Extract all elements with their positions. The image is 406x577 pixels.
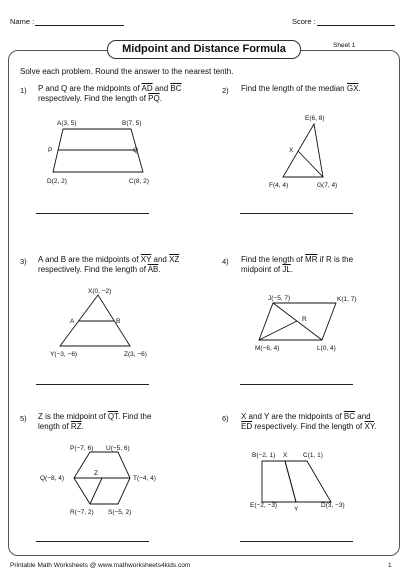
label-x: X [283,452,288,459]
label-a: A(3, 5) [57,120,77,127]
text-run: Find the length of [241,255,306,264]
text-run: A and B are the midpoints of [38,255,141,264]
label-x: X [289,147,294,154]
sheet-label: Sheet 1 [333,42,356,49]
problem-6-answer-line[interactable] [240,541,353,542]
problem-3-line-2 [38,265,179,275]
problem-6-number: 6) [222,414,229,423]
segment-notation: $\overline{GX}$ [346,84,359,93]
worksheet-title: Midpoint and Distance Formula [107,40,301,59]
segment-rz [90,478,102,504]
problem-5-answer-line[interactable] [36,541,149,542]
text-run: . Find the [118,412,152,421]
problem-2-figure [255,112,355,196]
problem-5-number: 5) [20,414,27,423]
text-run: . [358,84,361,93]
text-run: . [374,422,377,431]
problem-5-line-1 [38,412,151,422]
segment-notation: $\overline{PQ}$ [148,94,160,103]
text-run: Z is the midpoint of [38,412,108,421]
label-p: P(−7, 6) [70,445,94,452]
label-d: D(2, 2) [47,178,67,185]
text-run: respectively. Find the length of [252,422,365,431]
text-run: if R is the [317,255,354,264]
text-run: P and Q are the midpoints of [38,84,142,93]
name-field-line[interactable] [35,25,124,26]
problem-6-line-1 [241,412,376,422]
problem-4-figure [250,282,370,366]
label-l: L(0, 4) [317,345,336,352]
segment-notation: $\overline{BC}$ [343,412,356,421]
label-q: Q(−8, 4) [40,475,65,482]
segment-notation: $\overline{JL}$ [282,265,291,274]
problem-4-answer-line[interactable] [240,384,353,385]
label-p: P [48,147,53,154]
label-r: R [302,316,307,323]
segment-notation: $\overline{BC}$ [170,84,182,93]
problem-4-number: 4) [222,257,229,266]
score-label: Score : [292,17,316,26]
label-g: G(7, 4) [317,182,338,189]
label-u: U(−5, 6) [106,445,130,452]
label-r: R(−7, 2) [70,509,94,516]
text-run: and [355,412,371,421]
label-z: Z(3, −6) [124,351,147,358]
problem-4-text [241,255,353,275]
problem-3-text [38,255,179,275]
label-m: M(−6, 4) [255,345,280,352]
label-d: D(3, −3) [321,502,345,509]
problem-5-line-2 [38,422,151,432]
label-b: B [116,318,121,325]
problem-1-line-2 [38,94,182,104]
text-run: . [158,265,161,274]
problem-3-figure [30,282,180,366]
segment-notation: $\overline{MR}$ [305,255,318,264]
problem-6-text [241,412,376,432]
text-run: . [81,422,84,431]
name-label: Name : [10,17,35,26]
problem-1-line-1 [38,84,182,94]
text-run: length of [38,422,71,431]
problem-6-line-2 [241,422,376,432]
segment-notation: $\overline{RZ}$ [70,422,82,431]
text-run: and [152,84,171,93]
problem-2-line-1 [241,84,361,94]
label-a: A [70,318,75,325]
label-k: K(1, 7) [337,296,357,303]
instructions: Solve each problem. Round the answer to the nearest tenth. [20,67,234,76]
segment-notation: $\overline{AB}$ [147,265,159,274]
label-e: E(−2, −3) [250,502,278,509]
problem-5-text [38,412,151,432]
segment-notation: $\overline{ED}$ [241,422,253,431]
segment-jl [273,303,322,340]
text-run: X and Y are the midpoints of [241,412,344,421]
problem-2-number: 2) [222,86,229,95]
problem-3-answer-line[interactable] [36,384,149,385]
text-run: respectively. Find the length of [38,265,148,274]
label-b: B(−2, 1) [252,452,276,459]
segment-xy [285,461,296,502]
segment-notation: $\overline{QT}$ [107,412,119,421]
segment-notation: $\overline{XY}$ [140,255,152,264]
problem-1-figure [30,112,180,196]
footer-credit: Printable Math Worksheets @ www.mathworksheets4kids.com [10,562,191,569]
problem-4-line-1 [241,255,353,265]
label-j: J(−5, 7) [268,295,291,302]
problem-1-number: 1) [20,86,27,95]
problem-5-figure [30,440,180,524]
problem-4-line-2 [241,265,353,275]
label-c: C(8, 2) [129,178,149,185]
text-run: . [290,265,294,274]
page-number: 1 [388,562,392,569]
segment-notation: $\overline{XY}$ [364,422,375,431]
problem-3-number: 3) [20,257,27,266]
segment-notation: $\overline{AD}$ [141,84,153,93]
problem-1-text [38,84,182,104]
label-y: Y [294,506,299,513]
text-run: Find the length of the median [241,84,347,93]
label-e: E(6, 8) [305,115,325,122]
problem-2-text [241,84,361,94]
label-z: Z [94,470,98,477]
label-x: X(0, −2) [88,288,112,295]
label-y: Y(−3, −6) [50,351,78,358]
label-s: S(−5, 2) [108,509,132,516]
score-field-line[interactable] [317,25,395,26]
problem-6-figure [245,440,375,524]
label-f: F(4, 4) [269,182,289,189]
text-run: and [151,255,170,264]
trapezoid-bcde [262,461,331,502]
text-run: respectively. Find the length of [38,94,149,103]
text-run: midpoint of [241,265,283,274]
label-t: T(−4, 4) [133,475,156,482]
problem-2-answer-line[interactable] [240,213,353,214]
problem-3-line-1 [38,255,179,265]
segment-notation: $\overline{XZ}$ [169,255,180,264]
label-b: B(7, 5) [122,120,142,127]
label-c: C(1, 1) [303,452,323,459]
text-run: . [159,94,162,103]
label-q: Q [133,147,139,154]
problem-1-answer-line[interactable] [36,213,149,214]
